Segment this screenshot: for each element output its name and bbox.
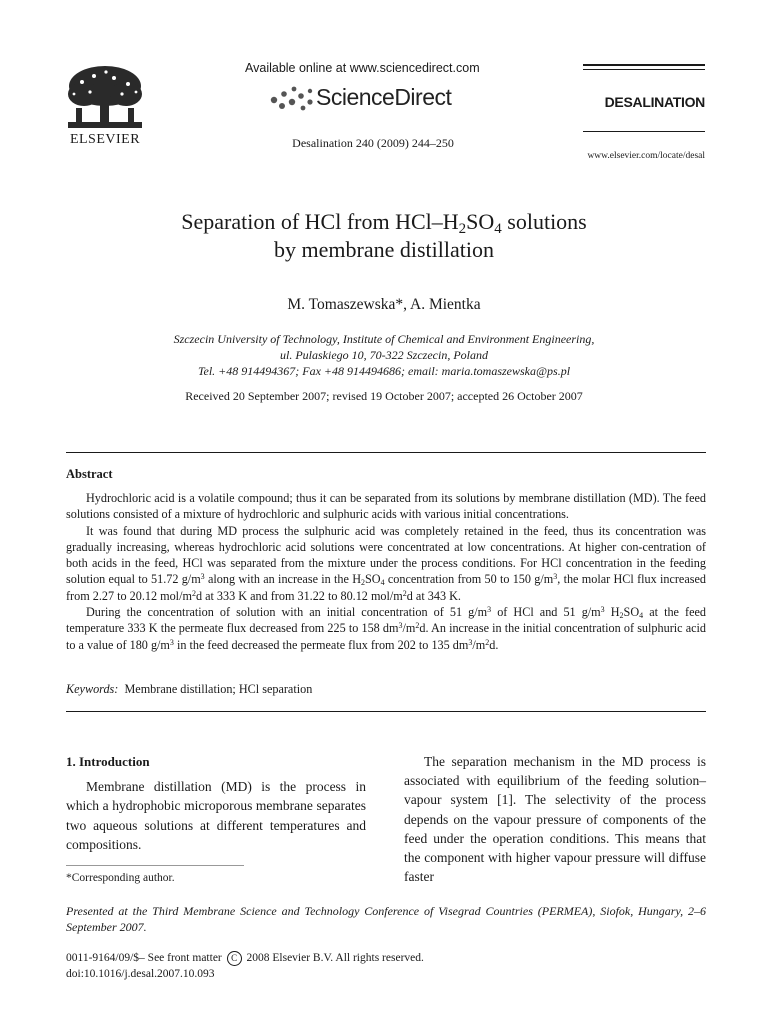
article-title: Separation of HCl from HCl–$H_2SO_4$ solutions by membrane distillation [181, 209, 587, 262]
abstract-paragraph: It was found that during MD process the sulphuric acid was completely retained in the feed, thus its concentration was gradually increasing, whereas hydrochloric acid solutions were concentrated at low concentrations. At higher con-centration of both acids in the feed, HCl was separated from the mixture under the process conditions. For HCl concentration in the feeding solution equal to 51.72 $g/m^3$ along with an increase in the $H_2SO_4$ concentration from 50 to 150 $g/m^3$, the molar HCl flux increased from 2.27 to 20.12 mol/$m^2d$ at 333 K and from 31.22 to 80.12 mol/$m^2d$ at 343 K. [66, 523, 706, 603]
journal-rule [583, 64, 705, 66]
abstract-paragraph: Hydrochloric acid is a volatile compound; thus it can be separated from its solutions by membrane distillation (MD). The feed solutions consisted of a mixture of hydrochloric and sulphuric acids with various initial concentrations. [66, 491, 706, 522]
abstract-body [66, 490, 706, 653]
available-online-text: Available online at www.sciencedirect.com [245, 61, 480, 75]
keywords-values: Membrane distillation; HCl separation [124, 682, 313, 696]
abstract-heading: Abstract [66, 467, 113, 481]
keywords-label: Keywords: [66, 682, 119, 696]
section-heading: 1. Introduction [66, 754, 150, 769]
page-footer [66, 950, 424, 982]
footnote-rule [66, 865, 244, 866]
elsevier-tree-logo [64, 64, 146, 130]
journal-rule [583, 69, 705, 70]
issn-line: 0011-9164/09/$– See front matter C 2008 Elsevier B.V. All rights reserved. [66, 952, 424, 964]
sciencedirect-wordmark: ScienceDirect [316, 84, 452, 110]
corresponding-author-footnote: *Corresponding author. [66, 872, 175, 884]
journal-rule [583, 131, 705, 132]
abstract-top-rule [66, 452, 706, 453]
right-column [404, 752, 706, 886]
body-paragraph: Membrane distillation (MD) is the process in which a hydrophobic microporous membrane separates two aqueous solutions at different temperatures and compositions. [66, 779, 366, 852]
journal-name: DESALINATION [604, 94, 705, 110]
publisher-name: ELSEVIER [69, 132, 141, 147]
author-affiliation: Szczecin University of Technology, Institute of Chemical and Environment Engineering, ul. Pulaskiego 10, 70-322 Szczecin, Poland Tel. +48 914494367; Fax +48 914494686; email: maria.tomaszewska@ps.pl [173, 332, 595, 378]
doi-line[interactable]: doi:10.1016/j.desal.2007.10.093 [66, 968, 215, 980]
abstract-paragraph: During the concentration of solution with an initial concentration of 51 $g/m^3$ of HCl and 51 $g/m^3$ $H_2SO_4$ at the feed temperature 333 K the permeate flux decreased from 225 to 158 $dm^3/m^2d$. An increase in the initial concentration of sulphuric acid to a value of 180 $g/m^3$ in the feed decreased the permeate flux from 202 to 135 $dm^3/m^2d$. [66, 605, 707, 652]
article-authors: M. Tomaszewska*, A. Mientka [287, 296, 481, 313]
copyright-icon: C [227, 951, 242, 966]
journal-url[interactable]: www.elsevier.com/locate/desal [587, 151, 705, 161]
journal-citation: Desalination 240 (2009) 244–250 [292, 136, 454, 150]
sciencedirect-dots-icon [268, 84, 314, 112]
conference-note: Presented at the Third Membrane Science and Technology Conference of Visegrad Countries (PERMEA), Siofok, Hungary, 2–6 September 2007. [66, 904, 706, 934]
abstract-bottom-rule [66, 711, 706, 712]
body-paragraph: The separation mechanism in the MD process is associated with equilibrium of the feeding solution–vapour system [1]. The selectivity of the process depends on the vapour pressure of components of the feed under the operation conditions. This means that the component with higher vapour pressure will diffuse faster [404, 754, 706, 885]
keywords-line [66, 682, 312, 697]
article-dates: Received 20 September 2007; revised 19 October 2007; accepted 26 October 2007 [185, 389, 583, 403]
left-column [66, 752, 366, 854]
